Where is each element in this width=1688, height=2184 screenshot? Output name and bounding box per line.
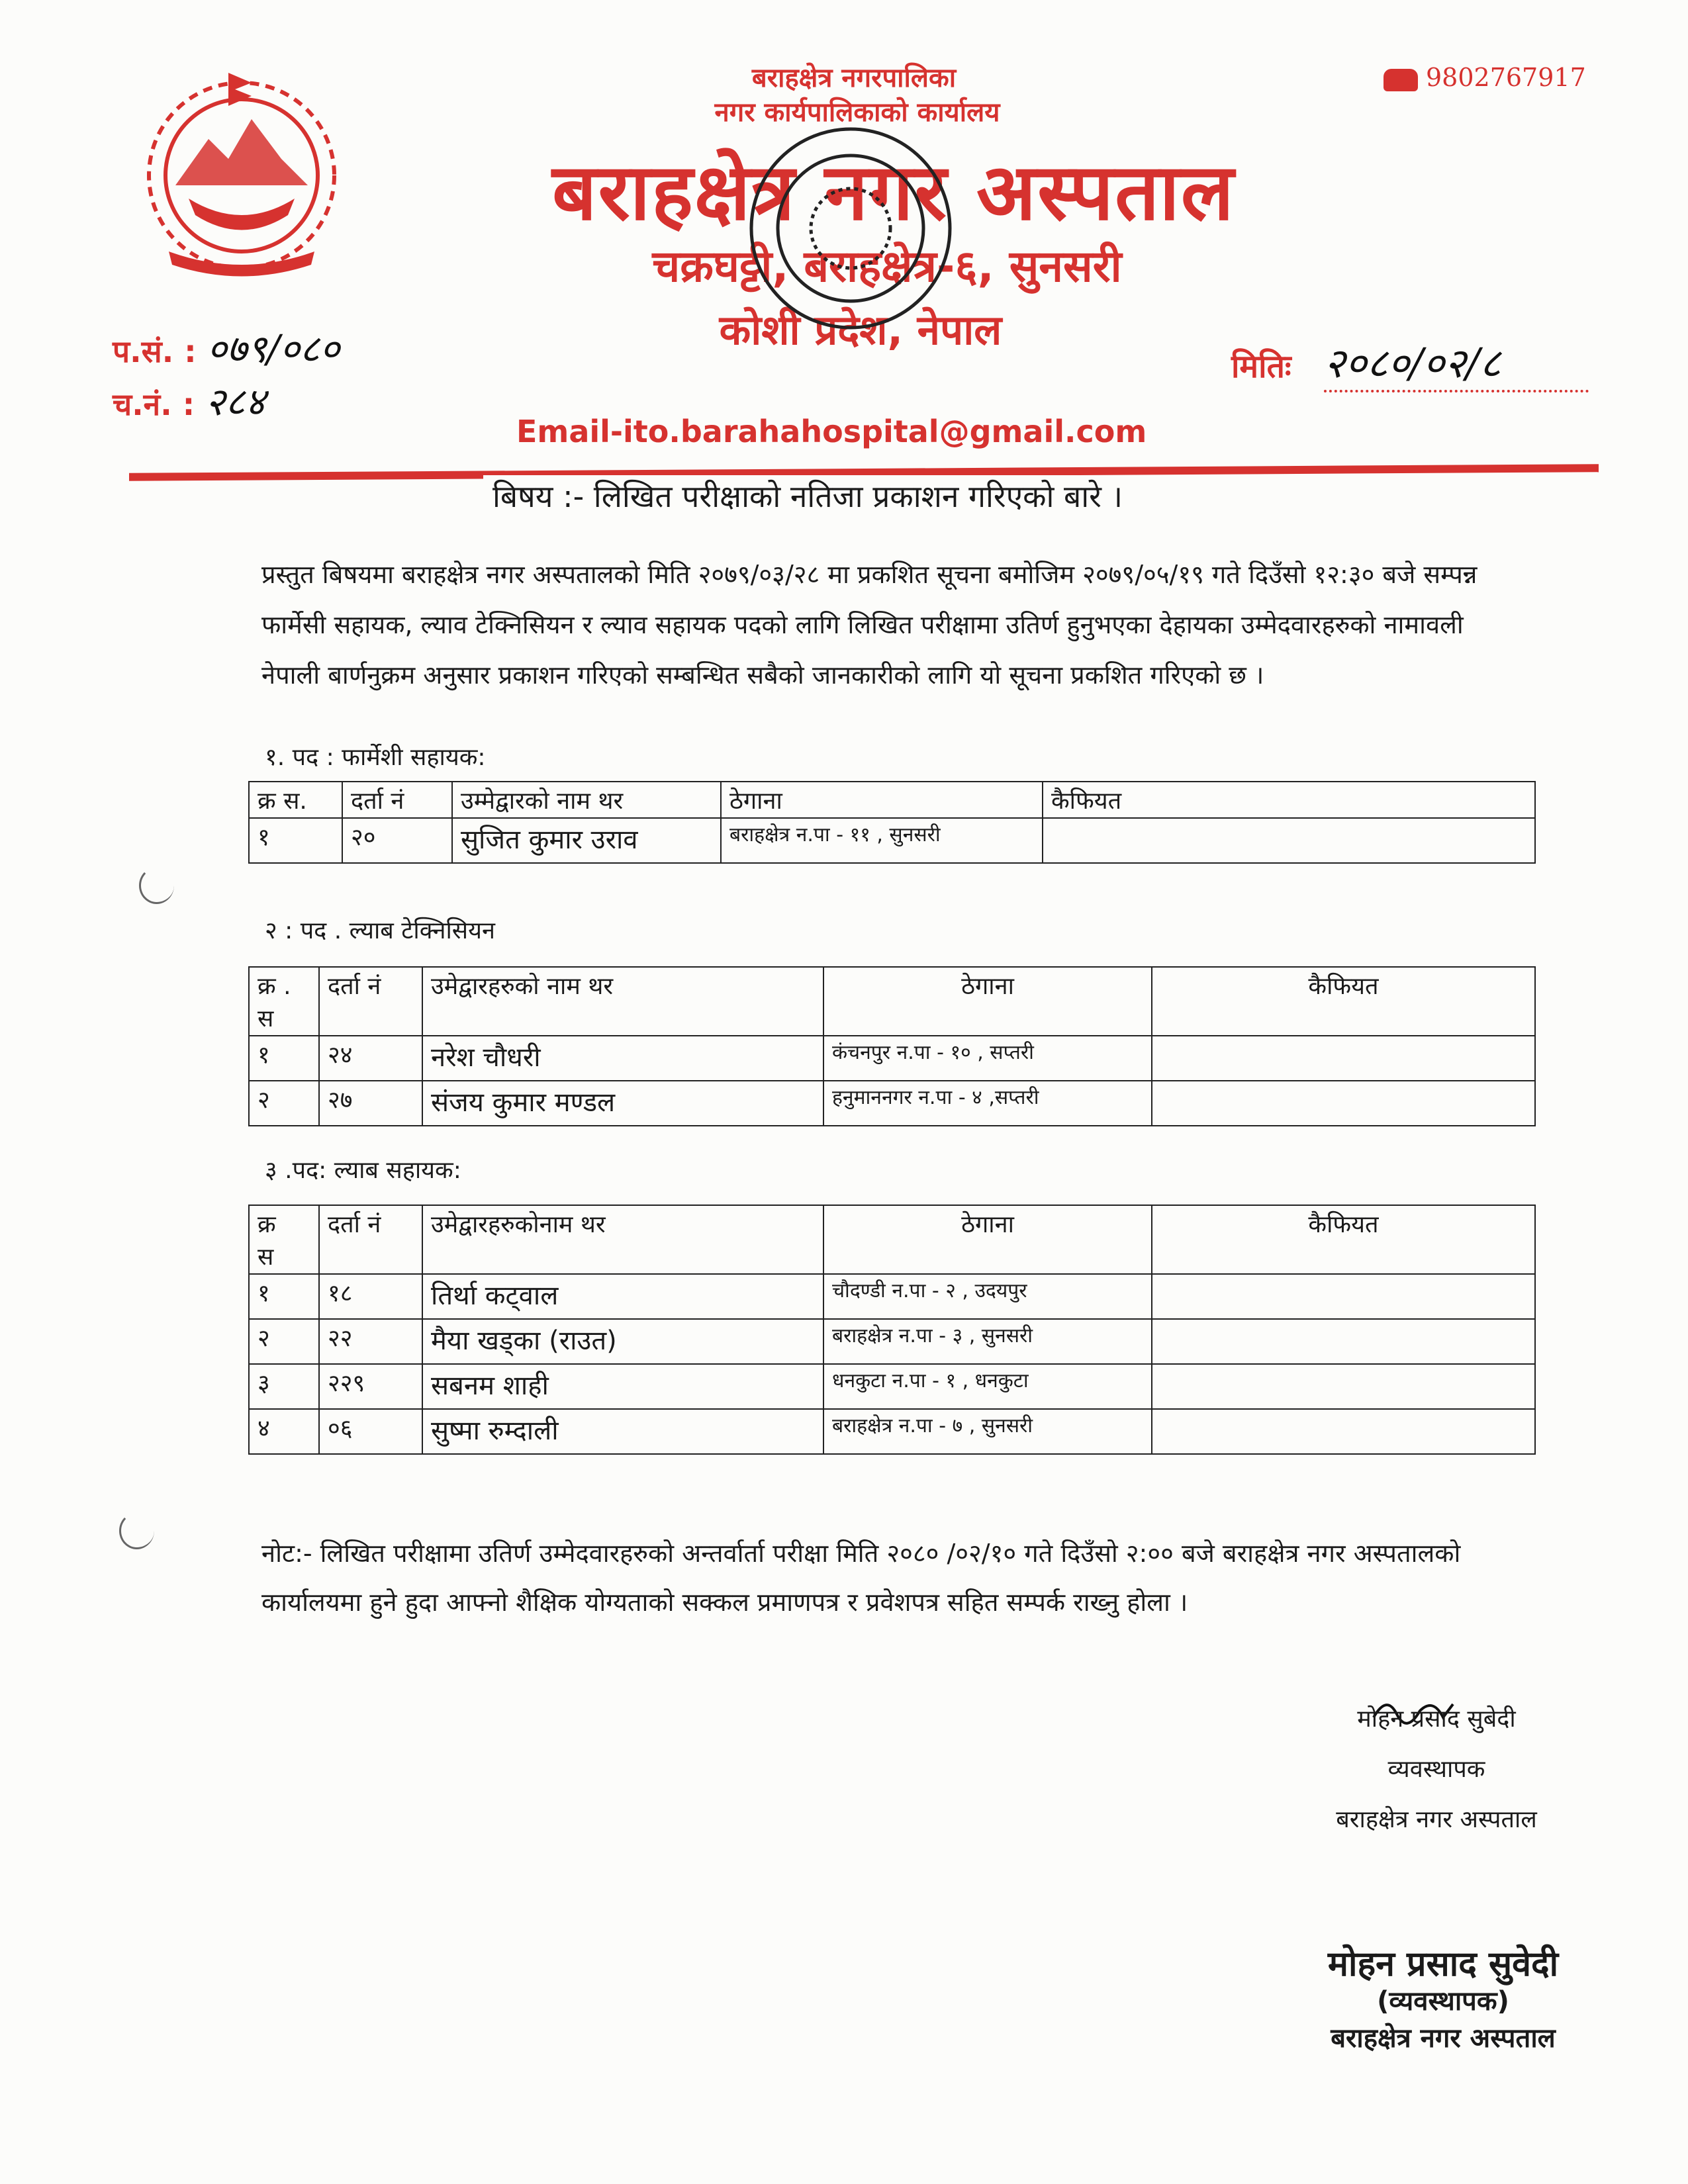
table-row <box>249 1036 1535 1081</box>
cell-regno: २० <box>342 818 452 863</box>
col-header-sn: क्र स <box>249 1205 319 1274</box>
cell-sn: २ <box>249 1081 319 1126</box>
col-header-regno: दर्ता नं <box>319 1205 422 1274</box>
cell-name: सबनम शाही <box>422 1364 823 1409</box>
cell-sn: ३ <box>249 1364 319 1409</box>
cell-address: कंचनपुर न.पा - १० , सप्तरी <box>823 1036 1152 1081</box>
phone-number <box>1383 63 1586 92</box>
dispatch-label: च.नं. : <box>113 387 195 422</box>
reference-value: ०७९/०८० <box>207 326 340 371</box>
table-row <box>249 1319 1535 1364</box>
reference-label: प.सं. : <box>113 334 197 369</box>
telephone-icon <box>1383 69 1418 91</box>
name-stamp <box>1271 1946 1615 2057</box>
section-title: ३ .पद: ल्याब सहायक: <box>265 1157 461 1184</box>
cell-sn: १ <box>249 1036 319 1081</box>
cell-remarks <box>1152 1274 1535 1319</box>
scan-hole-mark <box>139 867 174 904</box>
cell-sn: ४ <box>249 1409 319 1454</box>
signatory-organization: बराहक्षेत्र नगर अस्पताल <box>1336 1806 1537 1833</box>
signatory-designation: व्यवस्थापक <box>1387 1756 1485 1783</box>
col-header-address: ठेगाना <box>823 1205 1152 1274</box>
cell-address: हनुमाननगर न.पा - ४ ,सप्तरी <box>823 1081 1152 1126</box>
cell-remarks <box>1152 1364 1535 1409</box>
cell-name: सुष्मा रुम्दाली <box>422 1409 823 1454</box>
scan-hole-mark <box>119 1512 154 1549</box>
cell-regno: २२ <box>319 1319 422 1364</box>
nepal-emblem-logo <box>129 60 354 285</box>
dispatch-value: २८४ <box>205 379 265 424</box>
cell-sn: १ <box>249 818 342 863</box>
results-table-pharmacy <box>248 781 1536 864</box>
note-line: नोट:- लिखित परीक्षामा उतिर्ण उम्मेदवारहरुको अन्तर्वार्ता परीक्षा मिति २०८० /०२/१० गते दिउँसो २:०० बजे बराहक्षेत्र नगर अस्पतालको <box>261 1539 1461 1568</box>
table-row <box>249 1409 1535 1454</box>
section-title: २ : पद . ल्याब टेक्निसियन <box>265 917 495 944</box>
table-row <box>249 1274 1535 1319</box>
table-row <box>249 1081 1535 1126</box>
cell-remarks <box>1152 1036 1535 1081</box>
cell-regno: २२९ <box>319 1364 422 1409</box>
signatory-name: मोहन प्रसाद सुबेदी <box>1357 1706 1516 1733</box>
cell-address: धनकुटा न.पा - १ , धनकुटा <box>823 1364 1152 1409</box>
phone-value: 9802767917 <box>1426 63 1586 92</box>
stamp-name: मोहन प्रसाद सुवेदी <box>1327 1944 1559 1984</box>
col-header-address: ठेगाना <box>823 967 1152 1036</box>
office-seal-stamp <box>741 119 960 338</box>
cell-remarks <box>1152 1319 1535 1364</box>
col-header-name: उमेद्वारहरुकोनाम थर <box>422 1205 823 1274</box>
intro-paragraph <box>261 549 1625 700</box>
date-label: मितिः <box>1231 348 1291 385</box>
cell-remarks <box>1043 818 1535 863</box>
col-header-address: ठेगाना <box>721 782 1043 818</box>
interview-note <box>261 1529 1652 1627</box>
cell-address: बराहक्षेत्र न.पा - ७ , सुनसरी <box>823 1409 1152 1454</box>
cell-regno: २४ <box>319 1036 422 1081</box>
cell-address: चौदण्डी न.पा - २ , उदयपुर <box>823 1274 1152 1319</box>
stamp-organization: बराहक्षेत्र नगर अस्पताल <box>1331 2023 1556 2054</box>
email-address: Email-ito.barahahospital@gmail.com <box>516 414 1147 449</box>
municipality-name: बराहक्षेत्र नगरपालिका <box>751 63 957 93</box>
hospital-name: बराहक्षेत्र नगर अस्पताल <box>552 146 1235 238</box>
results-table-lab-technician <box>248 966 1536 1126</box>
table-row <box>249 1364 1535 1409</box>
cell-remarks <box>1152 1409 1535 1454</box>
results-table-lab-assistant <box>248 1205 1536 1455</box>
subject-line: बिषय :- लिखित परीक्षाको नतिजा प्रकाशन गरिएको बारे । <box>483 475 1132 516</box>
cell-address: बराहक्षेत्र न.पा - ११ , सुनसरी <box>721 818 1043 863</box>
col-header-remarks: कैफियत <box>1152 1205 1535 1274</box>
office-name: नगर कार्यपालिकाको कार्यालय <box>714 97 1000 128</box>
note-line: कार्यालयमा हुने हुदा आफ्नो शैक्षिक योग्यताको सक्कल प्रमाणपत्र र प्रवेशपत्र सहित सम्पर्क राख्नु होला । <box>261 1588 1188 1617</box>
col-header-remarks: कैफियत <box>1043 782 1535 818</box>
cell-remarks <box>1152 1081 1535 1126</box>
intro-line: फार्मेसी सहायक, ल्याव टेक्निसियन र ल्याव सहायक पदको लागि लिखित परीक्षामा उतिर्ण हुनुभएका देहायका उम्मेदवारहरुको नामावली <box>261 610 1464 639</box>
col-header-name: उम्मेद्वारको नाम थर <box>452 782 721 818</box>
cell-name: मैया खड्का (राउत) <box>422 1319 823 1364</box>
signature-block <box>1297 1694 1575 1845</box>
section-title: १. पद : फार्मेशी सहायक: <box>265 744 486 771</box>
cell-name: सुजित कुमार उराव <box>452 818 721 863</box>
cell-address: बराहक्षेत्र न.पा - ३ , सुनसरी <box>823 1319 1152 1364</box>
col-header-regno: दर्ता नं <box>319 967 422 1036</box>
cell-regno: १८ <box>319 1274 422 1319</box>
cell-name: संजय कुमार मण्डल <box>422 1081 823 1126</box>
col-header-regno: दर्ता नं <box>342 782 452 818</box>
col-header-name: उमेद्वारहरुको नाम थर <box>422 967 823 1036</box>
col-header-sn: क्र . स <box>249 967 319 1036</box>
reference-line <box>113 321 340 373</box>
col-header-remarks: कैफियत <box>1152 967 1535 1036</box>
date-value: २०८०/०२/८ <box>1324 334 1589 392</box>
col-header-sn: क्र स. <box>249 782 342 818</box>
dispatch-line <box>113 374 265 426</box>
cell-sn: १ <box>249 1274 319 1319</box>
table-row <box>249 818 1535 863</box>
intro-line: नेपाली बार्णनुक्रम अनुसार प्रकाशन गरिएको सम्बन्धित सबैको जानकारीको लागि यो सूचना प्रकशित गरिएको छ । <box>261 660 1264 690</box>
hospital-address: चक्रघट्टी, बराहक्षेत्र-६, सुनसरी <box>652 241 1122 292</box>
cell-regno: ०६ <box>319 1409 422 1454</box>
intro-line: प्रस्तुत बिषयमा बराहक्षेत्र नगर अस्पतालको मिति २०७९/०३/२८ मा प्रकशित सूचना बमोजिम २०७९/०५/१९ गते दिउँसो १२:३० बजे सम्पन्न <box>261 560 1477 589</box>
cell-sn: २ <box>249 1319 319 1364</box>
cell-name: नरेश चौधरी <box>422 1036 823 1081</box>
stamp-designation: (व्यवस्थापक) <box>1377 1986 1509 2017</box>
cell-name: तिर्था कट्वाल <box>422 1274 823 1319</box>
cell-regno: २७ <box>319 1081 422 1126</box>
hospital-province: कोशी प्रदेश, नेपाल <box>719 306 1002 354</box>
